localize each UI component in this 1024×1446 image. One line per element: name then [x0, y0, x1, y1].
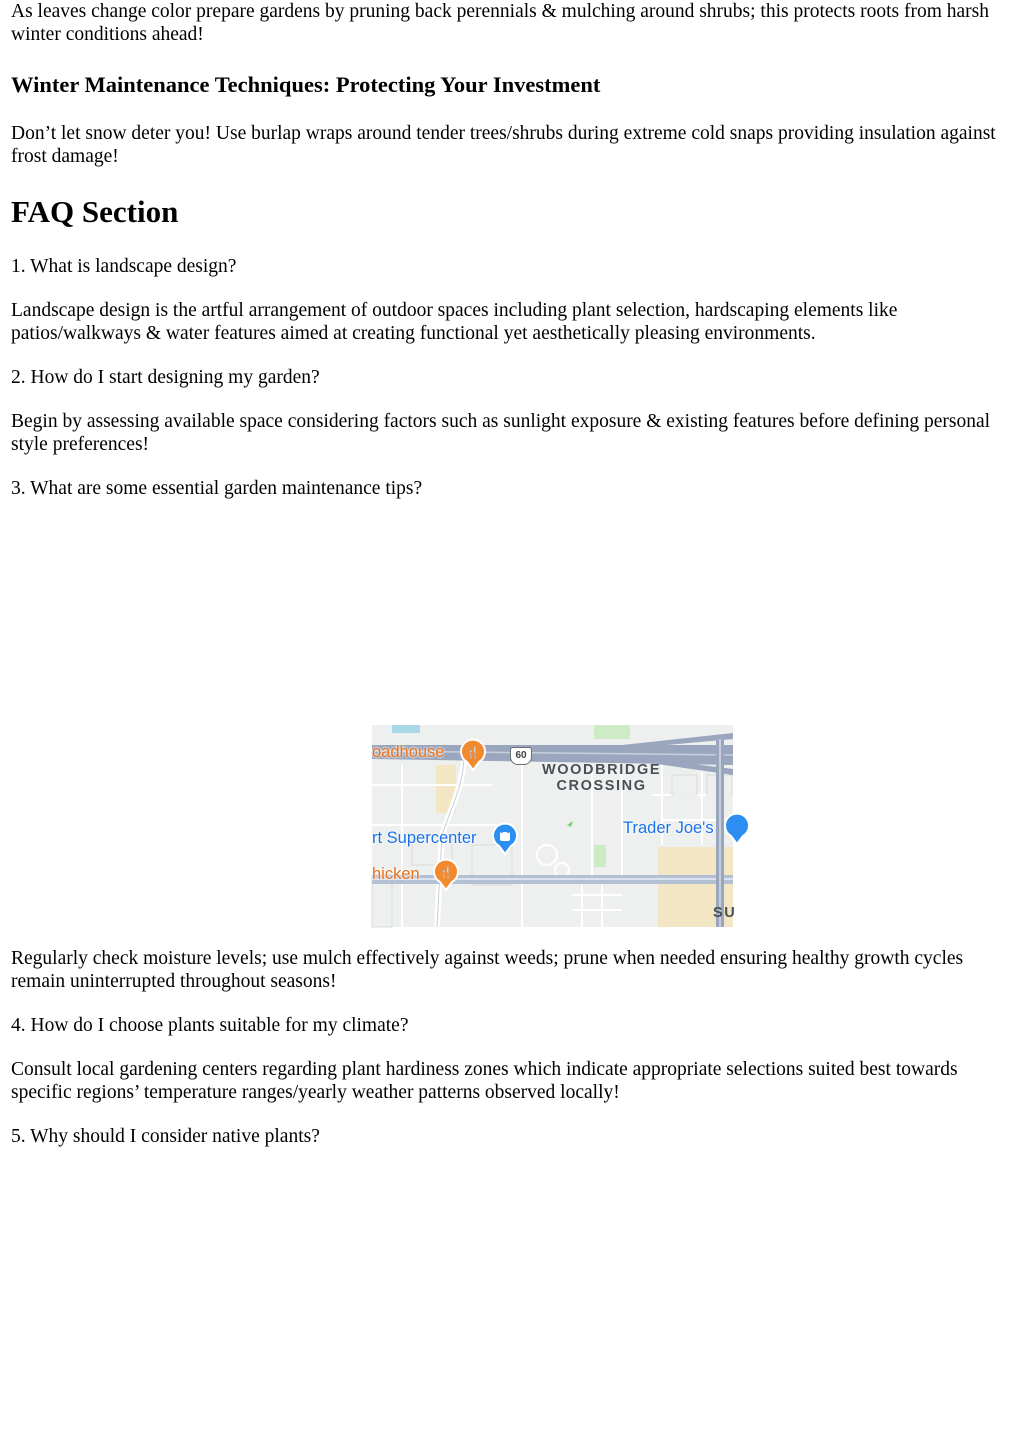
area-label-line2: CROSSING [556, 778, 647, 794]
faq-heading: FAQ Section [11, 194, 179, 229]
area-label-line1: WOODBRIDGE [542, 762, 662, 778]
winter-heading: Winter Maintenance Techniques: Protecting Your Investment [11, 72, 601, 97]
faq-question-1: 1. What is landscape design? [11, 256, 237, 277]
restaurant-pin-icon[interactable] [460, 739, 486, 771]
restaurant-pin-icon[interactable] [433, 859, 459, 891]
faq-answer-3: Regularly check moisture levels; use mulch effectively against weeds; prune when needed ensuring healthy growth cycles remain uninterrupted throughout seasons! [11, 948, 964, 992]
svg-text:🍴: 🍴 [439, 866, 453, 879]
area-label [542, 762, 661, 794]
winter-paragraph: Don’t let snow deter you! Use burlap wraps around tender trees/shrubs during extreme cold snaps providing insulation against frost damage! [11, 123, 996, 167]
poi-label-chicken[interactable]: hicken [372, 865, 420, 883]
partial-area-label: SU [713, 905, 737, 921]
faq-answer-1: Landscape design is the artful arrangement of outdoor spaces including plant selection, hardscaping elements like patios/walkways & water features aimed at creating functional yet aesthetically pleasing environments. [11, 300, 898, 344]
faq-answer-2: Begin by assessing available space considering factors such as sunlight exposure & existing features before defining personal style preferences! [11, 411, 991, 455]
faq-answer-4: Consult local gardening centers regarding plant hardiness zones which indicate appropriate selections suited best towards specific regions’ temperature ranges/yearly weather patterns observed locally! [11, 1059, 958, 1103]
intro-paragraph: As leaves change color prepare gardens by pruning back perennials & mulching around shrubs; this protects roots from harsh winter conditions ahead! [11, 1, 989, 45]
faq-question-2: 2. How do I start designing my garden? [11, 367, 320, 388]
shopping-pin-icon[interactable] [724, 813, 750, 845]
faq-question-5: 5. Why should I consider native plants? [11, 1126, 320, 1147]
poi-label-supercenter[interactable]: rt Supercenter [372, 829, 477, 847]
poi-label-trader-joes[interactable]: Trader Joe's [623, 819, 714, 837]
poi-label-roadhouse[interactable]: oadhouse [372, 743, 445, 761]
faq-question-3: 3. What are some essential garden maintenance tips? [11, 478, 423, 499]
highway-shield: 60 [510, 747, 532, 765]
faq-question-4: 4. How do I choose plants suitable for my climate? [11, 1015, 409, 1036]
embedded-map[interactable] [372, 725, 737, 927]
shopping-pin-icon[interactable] [492, 823, 518, 855]
svg-text:🍴: 🍴 [466, 746, 480, 759]
